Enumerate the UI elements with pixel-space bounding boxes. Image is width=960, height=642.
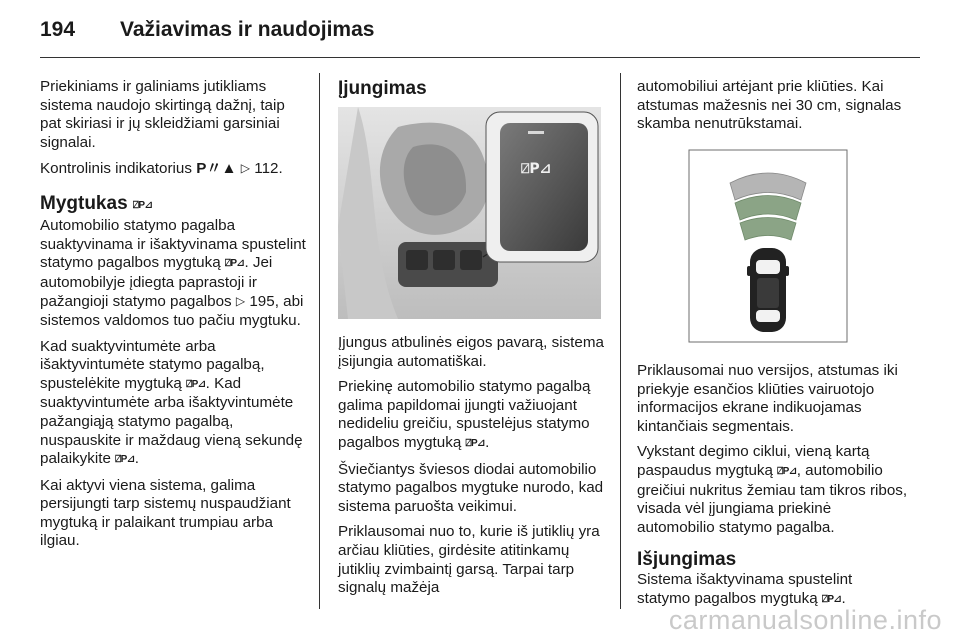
paragraph: Kontrolinis indikatorius P〃▲ ▷ 112. (40, 160, 283, 178)
section-heading: Įjungimas (338, 78, 427, 99)
paragraph: Priklausomai nuo to, kurie iš jutiklių yra arčiau kliūties, girdėsite atitinkamų jutiklių zvimbaintį garsą. Tarpai tarp signalų mažėja (338, 523, 600, 597)
paragraph: Vykstant degimo ciklui, vieną kartą paspaudus mygtuką ⍁P⊿, automobilio greičiui nukritus žemiau tam tikros ribos, visada vėl įjungiama priekinė automobilio statymo pagalba. (637, 443, 908, 536)
parking-button-icon: ⍁P⊿ (115, 454, 135, 466)
svg-text:⍁P⊿: ⍁P⊿ (521, 161, 552, 177)
paragraph: Priekinę automobilio statymo pagalbą galima papildomai įjungti važiuojant nedideliu greičiu, spustelėjus statymo pagalbos mygtuką ⍁P⊿. (338, 378, 610, 453)
paragraph: Sistema išaktyvinama spustelint statymo pagalbos mygtuką ⍁P⊿. (637, 571, 909, 609)
page-title: Važiavimas ir naudojimas (120, 18, 375, 41)
watermark: carmanualsonline.info (668, 605, 942, 635)
parking-button-icon: ⍁P⊿ (132, 199, 153, 211)
page-header (40, 14, 920, 54)
header-divider (40, 57, 920, 58)
paragraph: Priekiniams ir galiniams jutikliams sistema naudojo skirtingą dažnį, taip pat skiriasi ir jų skleidžiami garsiniai signalai. (40, 78, 285, 151)
parking-indicator-icon: P〃▲ (196, 160, 237, 178)
paragraph: Šviečiantys šviesos diodai automobilio statymo pagalbos mygtuke nurodo, kad sistema paruošta veikimui. (338, 460, 604, 515)
parking-button-icon: ⍁P⊿ (186, 378, 206, 390)
middle-column-text (338, 334, 610, 605)
right-column (637, 78, 909, 141)
parking-button-icon: ⍁P⊿ (224, 258, 245, 270)
section-heading: Mygtukas ⍁P⊿ (40, 193, 308, 217)
parking-button-icon: ⍁P⊿ (821, 593, 842, 605)
paragraph: automobiliui artėjant prie kliūties. Kai atstumas mažesnis nei 30 cm, signalas skamba nenutrūkstamai. (637, 78, 902, 133)
center-console-illustration (338, 107, 601, 319)
parking-button-icon: ⍁P⊿ (465, 437, 486, 449)
page-number: 194 (40, 18, 76, 41)
parking-button-icon: ⍁P⊿ (777, 465, 797, 477)
parking-button-photo (338, 107, 601, 319)
page-reference-icon: ▷ (235, 294, 246, 309)
car-top-view-icon (747, 248, 789, 332)
column-divider-right (620, 73, 621, 609)
section-heading: Išjungimas (637, 549, 737, 571)
paragraph: Priklausomai nuo versijos, atstumas iki priekyje esančios kliūties vairuotojo informacijos ekrane indikuojamas kintančiais segmentais. (637, 362, 898, 435)
paragraph: Kad suaktyvintumėte arba išaktyvintumėte statymo pagalbą, spustelėkite mygtuką ⍁P⊿. Kad suaktyvintumėte arba išaktyvintumėte pažangiąją statymo pagalbą, nuspauskite ir maždaug vieną sekundę palaikykite ⍁P⊿. (40, 338, 308, 470)
column-divider-left (319, 73, 320, 609)
right-column-text (637, 362, 909, 617)
page-reference: 112. (254, 160, 283, 178)
middle-column (338, 78, 608, 100)
distance-segments-diagram (637, 138, 900, 348)
paragraph: Automobilio statymo pagalba suaktyvinama ir išaktyvinama spustelint statymo pagalbos mygtuką ⍁P⊿. Jei automobilyje įdiegta paprastoji ir pažangioji statymo pagalbos ▷ 195, abi sistemos valdomos tuo pačiu mygtuku. (40, 216, 306, 329)
parking-distance-illustration (637, 138, 900, 348)
paragraph: Įjungus atbulinės eigos pavarą, sistema įsijungia automatiškai. (338, 334, 604, 370)
left-column (40, 78, 308, 558)
page-reference-icon: ▷ (240, 161, 251, 176)
paragraph: Kai aktyvi viena sistema, galima persijungti tarp sistemų nuspaudžiant mygtuką ir palaikant trumpiau arba ilgiau. (40, 476, 291, 550)
